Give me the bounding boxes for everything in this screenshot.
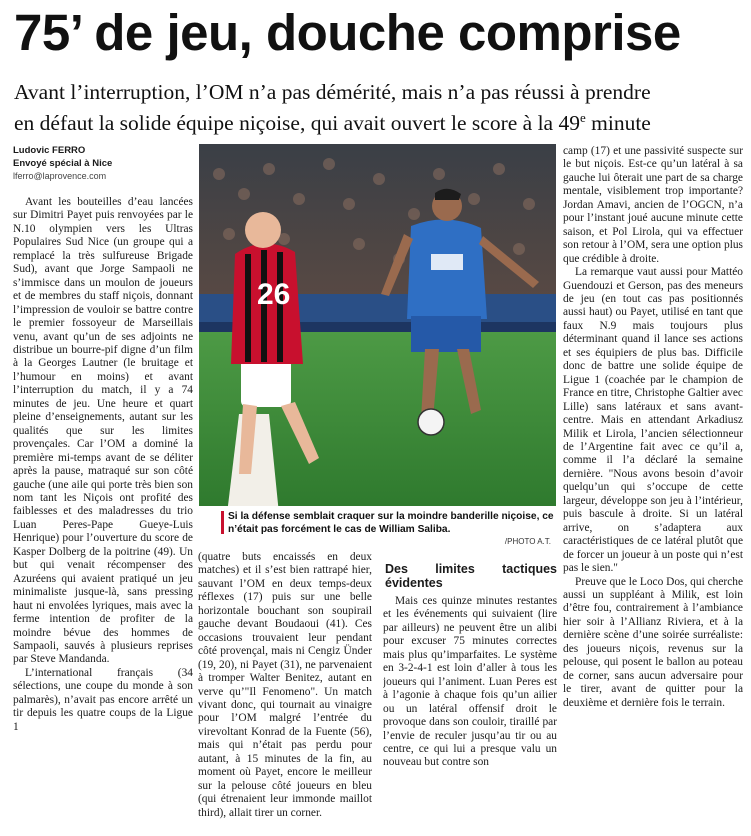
- paragraph: La remarque vaut aussi pour Mattéo Guendouzi et Gerson, pas des meneurs de jeu (en tout cas pas positionnés aussi haut) ou Payet, utilisé en tant que faux N.9 mais toujours plus déterminant quand il lance ses actions et ses équipiers de plus bas. Difficile donc de battre une solide équipe de Ligue 1 (coachée par le champion de France en titre, Christophe Galtier avec Lille) sans latéraux et sans avant-centre. Mais en attendant Arkadiusz Milik et Lirola, l’ancien sélectionneur de l’Argentine fait avec ce qu’il a, comme il l’a déclaré la semaine dernière. "Nous avons besoin d’avoir quelqu’un qui s’occupe de cette largeur, développe son jeu à l’intérieur, puis bascule à droite. Si un latéral arrive, on s’adaptera aux caractéristiques de ce latéral plutôt que de forcer un joueur à un poste qui n’est pas le sien.": [563, 266, 743, 575]
- paragraph: camp (17) et une passivité suspecte sur le but niçois. Est-ce qu’un latéral à sa gauche lui ôterait une part de sa charge mentale, visiblement trop importante? Jordan Amavi, ancien de l’OGCN, n’a pour l’instant joué aucune minute cette saison, et Pol Lirola, qui va effectuer son retour à l’OM, sera une option plus que crédible à droite.: [563, 145, 743, 265]
- paragraph: Mais ces quinze minutes restantes et les événements qui suivaient (lire par ailleurs) ne peuvent être un alibi pour excuser 75 minutes correctes mais plus qu’imparfaites. Le système en 3-2-4-1 est loin d’aller à tous les joueurs qui l’animent. Luan Peres est à l’agonie à chaque fois qu’un ailier ou un latéral offensif droit le provoque dans son couloir, tiraillé par l’envie de reculer jusqu’au tir ou au centre, ce qui lui a presque valu un nouveau but contre son: [383, 595, 557, 769]
- standfirst-end: minute: [585, 111, 651, 136]
- match-photo-illustration: [199, 144, 556, 506]
- author-email: lferro@laprovence.com: [13, 171, 107, 181]
- paragraph: L’international français (34 sélections, une coupe du monde à son palmarès), n’avait pas encore arrêté un tir depuis les quatre coups de la Ligue 1: [13, 666, 193, 733]
- caption-text: Si la défense semblait craquer sur la moindre banderille niçoise, ce n’était pas forcément le cas de William Saliba.: [228, 511, 554, 535]
- subheading: Des limites tactiques évidentes: [385, 562, 557, 590]
- photo-credit: /PHOTO A.T.: [504, 537, 551, 546]
- photo-caption: [221, 510, 556, 546]
- headline: 75’ de jeu, douche comprise: [14, 4, 681, 61]
- standfirst: [14, 80, 742, 136]
- body-column-3: [383, 551, 557, 836]
- author-role: Envoyé spécial à Nice: [13, 157, 113, 169]
- byline: [13, 145, 193, 183]
- paragraph: (quatre buts encaissés en deux matches) et il s’est bien rattrapé hier, sauvant l’OM en deux temps-deux réflexes (17) puis sur une belle horizontale bouchant son soupirail gauche devant Boudaoui (41). Ces occasions trouvaient leur pendant côté provençal, mais ni Cengiz Ünder (19, 20), ni Payet (31), ne parvenaient à tromper Walter Benitez, autant en verve qu’"Il Fenomeno". Un match vivant donc, qui tournait au vinaigre pour l’OM malgré l’entrée du virevoltant Konrad de la Fuente (56), mais qui n’était pas perdu pour autant, à 15 minutes de la fin, au moment où Payet, encore le meilleur sur la pelouse côté joueurs en bleu (qui étrenaient leur immonde maillot third), allait tirer un corner.: [198, 551, 372, 819]
- match-photo: [199, 144, 556, 506]
- standfirst-line-1: Avant l’interruption, l’OM n’a pas démérité, mais n’a pas réussi à prendre: [14, 80, 651, 104]
- author-name: Ludovic FERRO: [13, 145, 86, 156]
- body-column-1: [13, 196, 193, 836]
- standfirst-superscript: e: [579, 110, 586, 125]
- paragraph: Avant les bouteilles d’eau lancées sur Dimitri Payet puis renvoyées par le N.10 olympien vers les Ultras Populaires Sud Nice (un groupe qui a remplacé la très sulfureuse Brigade Sud), avant que Jorge Sampaoli ne s’immisce dans un moulon de joueurs et de membres du staff niçois, donnant l’impression de vouloir se battre contre le premier fossoyeur de Marseillais venu, avant qu’un de ses adjoints ne distribue un bourre-pif digne d’un film à la Georges Lautner (le bruitage et l’humour en moins) et avant l’interruption du match, il y a 74 minutes de jeu. Une heure et quart pleine d’enseignements, autant sur les qualités que sur les limites provençales. Car l’OM a dominé la première mi-temps avant de se déliter après la pause, matraqué sur son côté gauche (une aile qui porte très bien son nom tant les Niçois ont profité des faiblesses et des maladresses du trio Luan Peres-Pape Gueye-Luis Henrique) pour l’ouverture du score de Kasper Dolberg de la poitrine (49). Un but qui venait récompenser des Azuréens qui avaient pratiqué un jeu minimaliste jusque-là, sans pressing haut ni envolées lyriques, mais avec la ferme intention de profiter de la moindre bévue des hommes de Sampaoli, sauvés à plusieurs reprises par Steve Mandanda.: [13, 196, 193, 666]
- paragraph: Preuve que le Loco Dos, qui cherche aussi un suppléant à Milik, est loin d’être fou, contrairement à l’ambiance hier soir à l’Allianz Riviera, et à la dernière scène d’une soirée surréaliste: des joueurs niçois, revenus sur la pelouse, qui posent le ballon au poteau de corner, sans aucun adversaire pour le tirer, avant de quitter pour la deuxième et dernière fois le terrain.: [563, 575, 743, 709]
- body-column-4: [563, 145, 743, 836]
- standfirst-line-2: en défaut la solide équipe niçoise, qui avait ouvert le score à la 49: [14, 111, 580, 136]
- shirt-number: 26: [257, 278, 291, 311]
- body-column-2: [198, 551, 372, 836]
